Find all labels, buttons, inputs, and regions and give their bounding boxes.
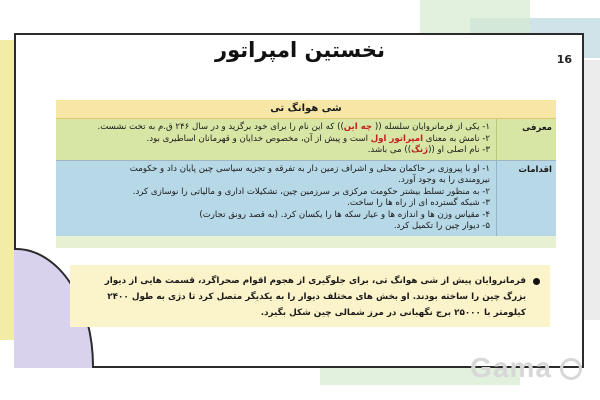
row-content-actions — [56, 161, 496, 236]
row-label-actions: اقدامات — [496, 161, 556, 236]
slide-number: 16 — [556, 53, 572, 66]
watermark-text: Gama — [470, 352, 552, 383]
table-row-actions — [56, 161, 556, 236]
action-line-1: ۱- او با پیروزی بر حاکمان محلی و اشراف زمین دار به تفرقه و تجزیه سیاسی چین پایان داد و حکومت — [129, 163, 490, 174]
page-title: نخستین امپراتور — [215, 38, 385, 62]
table-header: شی هوانگ تی — [56, 100, 556, 119]
info-table — [56, 100, 556, 248]
note-box — [70, 265, 550, 327]
bullet-icon — [533, 278, 540, 285]
intro-line-3: ۳- نام اصلی او ((ژنگ)) می باشد. — [367, 145, 490, 155]
row-label-intro: معرفی — [496, 119, 556, 160]
row-content-intro — [56, 119, 496, 160]
action-line-5: ۴- مقیاس وزن ها و اندازه ها و عیار سکه ها را یکسان کرد. (به قصد رونق تجارت) — [199, 209, 490, 220]
bg-band-yellow-left — [0, 40, 14, 340]
table-footer — [56, 236, 556, 248]
table-row-intro — [56, 119, 556, 161]
watermark-logo-icon — [560, 358, 582, 380]
action-line-6: ۵- دیوار چین را تکمیل کرد. — [393, 221, 490, 231]
intro-line-2: ۲- نامش به معنای امپراتور اول است و پیش از آن، مخصوص خدایان و قهرمانان اساطیری بود. — [146, 133, 490, 144]
action-line-2: نیرومندی را به وجود آورد. — [398, 175, 490, 185]
action-line-4: ۳- شبکه گسترده ای از راه ها را ساخت. — [347, 198, 490, 208]
note-text: فرمانروایان پیش از شی هوانگ تی، برای جلوگیری از هجوم اقوام صحراگرد، قسمت هایی از دیوار بزرگ چین را ساخته بودند. او بخش های مختلف دیوار را به یکدیگر متصل کرد تا دژی به طول ۲۴۰۰ کیلومتر با ۲۵۰۰۰ برج نگهبانی در مرز شمالی چین شکل بگیرد. — [104, 276, 526, 318]
intro-line-1: ۱- یکی از فرمانروایان سلسله (( چه این)) که این نام را برای خود برگزید و در سال ۲۴۶ ق.م به تخت نشست. — [97, 122, 490, 132]
action-line-3: ۲- به منظور تسلط بیشتر حکومت مرکزی بر سرزمین چین، تشکیلات اداری و مالیاتی را نوسازی کرد. — [132, 186, 490, 197]
